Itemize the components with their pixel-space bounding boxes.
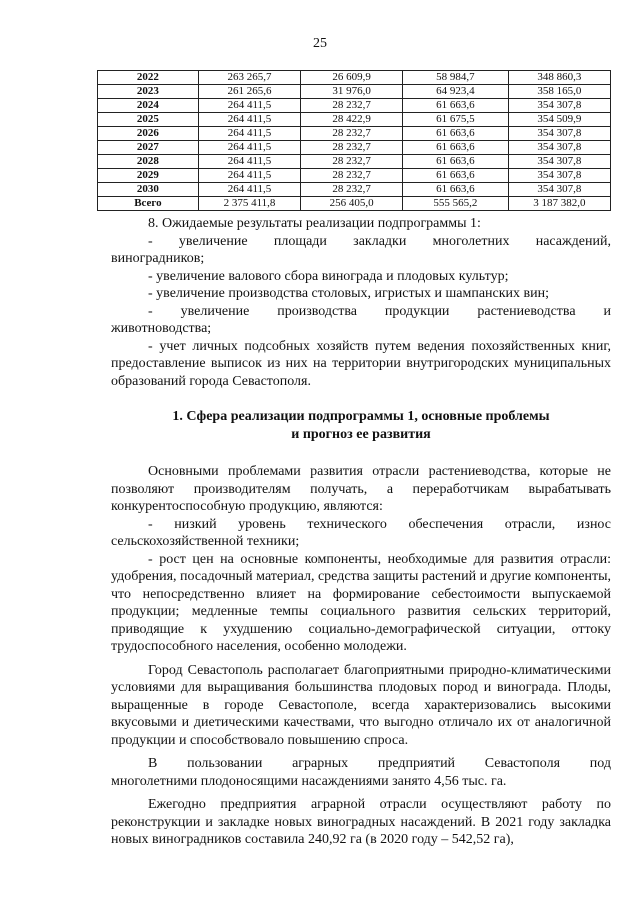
value-cell: 61 663,6	[403, 169, 509, 183]
table-row	[98, 99, 611, 113]
paragraph-problems: Основными проблемами развития отрасли растениеводства, которые не позволяют производителям получать, а переработчикам вырабатывать конкурентоспособную продукцию, являются:	[111, 464, 611, 514]
table-body	[98, 71, 611, 211]
value-cell: 354 307,8	[508, 99, 610, 113]
table-row	[98, 127, 611, 141]
paragraph-land-line2: многолетними плодоносящими насаждениями занято 4,56 тыс. га.	[111, 773, 507, 789]
section8-title: 8. Ожидаемые результаты реализации подпрограммы 1:	[148, 216, 481, 231]
body-text	[111, 215, 611, 849]
year-cell: 2023	[98, 85, 199, 99]
value-cell: 264 411,5	[198, 169, 300, 183]
year-cell: 2025	[98, 113, 199, 127]
value-cell: 31 976,0	[301, 85, 403, 99]
value-cell: 61 663,6	[403, 155, 509, 169]
page-number: 25	[313, 36, 327, 51]
value-cell: 358 165,0	[508, 85, 610, 99]
value-cell: 354 307,8	[508, 155, 610, 169]
value-cell: 264 411,5	[198, 183, 300, 197]
value-cell: 61 675,5	[403, 113, 509, 127]
year-cell: 2030	[98, 183, 199, 197]
paragraph-prices: - рост цен на основные компоненты, необходимые для развития отрасли: удобрения, посадочный материал, средства защиты растений и другие компоненты, что непосредственно влияет на формирование себестоимости выпускаемой продукции; медленные темпы социального развития сельских территорий, приводящие к ухудшению социально-демографической ситуации, оттоку трудоспособного населения, особенно молодежи.	[111, 551, 611, 654]
value-cell: 348 860,3	[508, 71, 610, 85]
year-cell: 2022	[98, 71, 199, 85]
value-cell: 264 411,5	[198, 141, 300, 155]
value-cell: 354 307,8	[508, 127, 610, 141]
table-row	[98, 169, 611, 183]
value-cell: 28 422,9	[301, 113, 403, 127]
value-cell: 28 232,7	[301, 127, 403, 141]
value-cell: 3 187 382,0	[508, 197, 610, 211]
value-cell: 264 411,5	[198, 155, 300, 169]
year-cell: 2028	[98, 155, 199, 169]
value-cell: 264 411,5	[198, 99, 300, 113]
section8-item-3: - увеличение производства столовых, игристых и шампанских вин;	[148, 286, 550, 301]
year-cell: 2024	[98, 99, 199, 113]
funding-table	[97, 70, 611, 211]
table-row	[98, 85, 611, 99]
value-cell: 61 663,6	[403, 141, 509, 155]
value-cell: 264 411,5	[198, 113, 300, 127]
section8-item-1-line1: - увеличение площади закладки многолетних насаждений,	[148, 233, 611, 249]
value-cell: 354 307,8	[508, 183, 610, 197]
value-cell: 261 265,6	[198, 85, 300, 99]
section8-item-1-line2: виноградников;	[111, 251, 205, 266]
section8-item-5: - учет личных подсобных хозяйств путем ведения похозяйственных книг, предоставление выписок из них на территории внутригородских муниципальных образований города Севастополя.	[111, 338, 611, 389]
paragraph-tech-line1: - низкий уровень технического обеспечения отрасли, износ	[148, 516, 611, 532]
year-cell: 2029	[98, 169, 199, 183]
value-cell: 264 411,5	[198, 127, 300, 141]
value-cell: 61 663,6	[403, 99, 509, 113]
value-cell: 354 509,9	[508, 113, 610, 127]
value-cell: 263 265,7	[198, 71, 300, 85]
section8-item-4-line2: животноводства;	[111, 321, 212, 336]
value-cell: 256 405,0	[301, 197, 403, 211]
value-cell: 555 565,2	[403, 197, 509, 211]
paragraph-tech-line2: сельскохозяйственной техники;	[111, 534, 300, 549]
value-cell: 354 307,8	[508, 169, 610, 183]
value-cell: 28 232,7	[301, 183, 403, 197]
section-heading-line1: 1. Сфера реализации подпрограммы 1, основные проблемы	[172, 409, 550, 424]
table-row	[98, 71, 611, 85]
section8-item-2: - увеличение валового сбора винограда и плодовых культур;	[148, 268, 509, 284]
value-cell: 61 663,6	[403, 127, 509, 141]
table-row	[98, 155, 611, 169]
value-cell: 26 609,9	[301, 71, 403, 85]
value-cell: 28 232,7	[301, 155, 403, 169]
value-cell: 2 375 411,8	[198, 197, 300, 211]
paragraph-vineyards: Ежегодно предприятия аграрной отрасли осуществляют работу по реконструкции и закладке новых виноградных насаждений. В 2021 году закладка новых виноградников составила 240,92 га (в 2020 году – 542,52 га),	[111, 797, 611, 847]
table-row	[98, 113, 611, 127]
paragraph-climate: Город Севастополь располагает благоприятными природно-климатическими условиями для выращивания большинства плодовых пород и винограда. Плоды, выращенные в городе Севастополе, всегда характеризовались высокими вкусовыми и диетическими качествами, что выгодно отличало их от аналогичной продукции и способствовало повышению спроса.	[111, 662, 611, 748]
year-cell: 2026	[98, 127, 199, 141]
value-cell: 28 232,7	[301, 141, 403, 155]
table-row	[98, 141, 611, 155]
value-cell: 61 663,6	[403, 183, 509, 197]
value-cell: 58 984,7	[403, 71, 509, 85]
table-row	[98, 183, 611, 197]
section-heading	[111, 408, 611, 443]
year-cell: 2027	[98, 141, 199, 155]
value-cell: 64 923,4	[403, 85, 509, 99]
section8-item-4-line1: - увеличение производства продукции растениеводства и	[148, 303, 611, 319]
year-cell: Всего	[98, 197, 199, 211]
value-cell: 28 232,7	[301, 99, 403, 113]
paragraph-land-line1: В пользовании аграрных предприятий Севастополя под	[148, 756, 611, 771]
value-cell: 28 232,7	[301, 169, 403, 183]
section-heading-line2: и прогноз ее развития	[291, 426, 431, 442]
value-cell: 354 307,8	[508, 141, 610, 155]
table-row	[98, 197, 611, 211]
